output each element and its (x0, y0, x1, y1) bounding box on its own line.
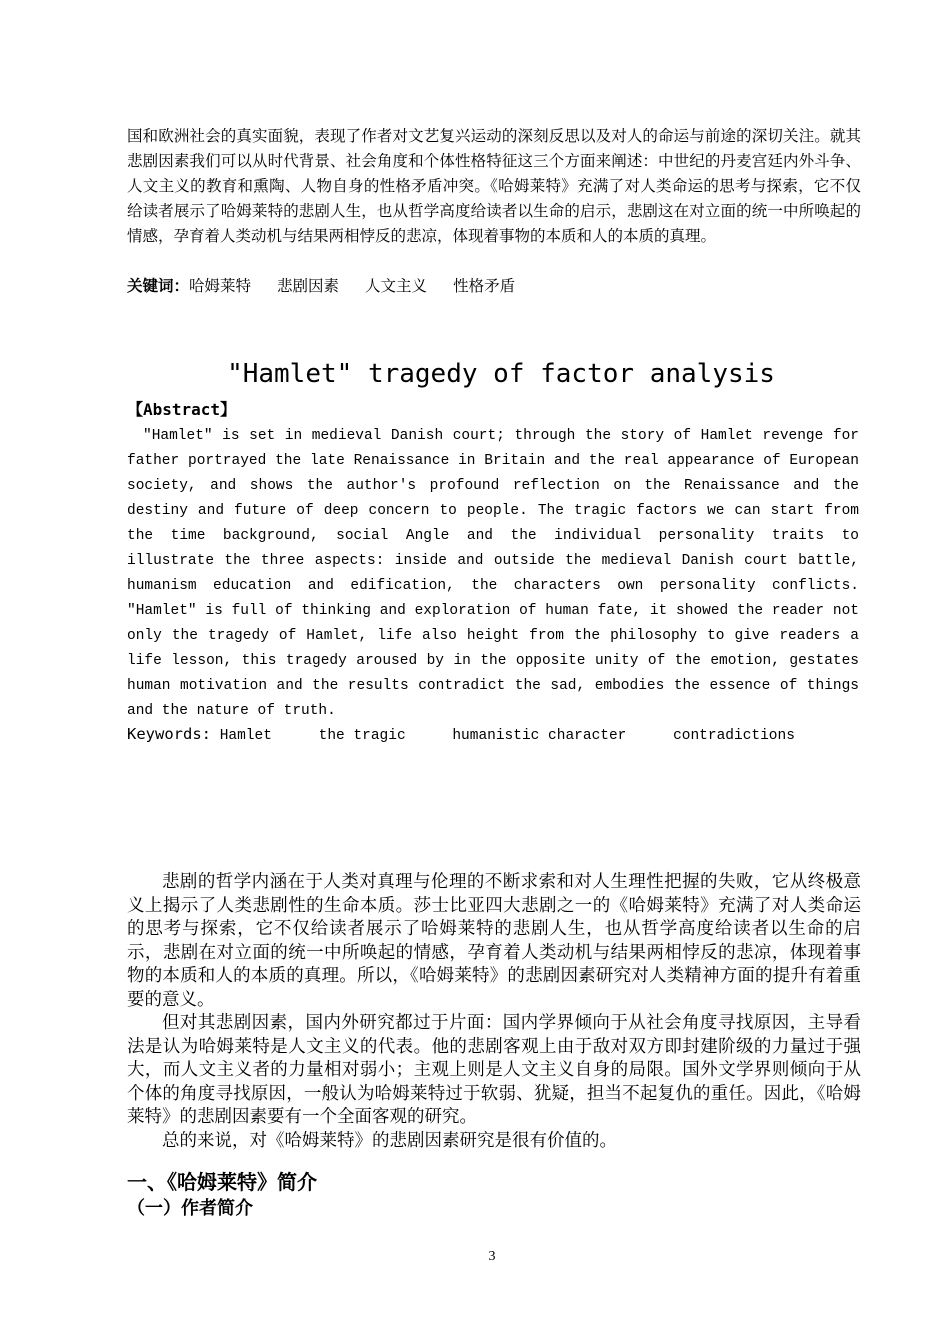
chinese-keywords (127, 274, 861, 299)
section-heading: 一、《哈姆莱特》简介 (127, 1170, 317, 1194)
english-keywords (127, 722, 861, 749)
chinese-abstract (127, 124, 861, 249)
chinese-keyword: 性格矛盾 (453, 277, 516, 295)
english-title: "Hamlet" tragedy of factor analysis (227, 359, 775, 389)
english-abstract (127, 424, 859, 724)
english-abstract-text: "Hamlet" is set in medieval Danish court; through the story of Hamlet revenge for father portrayed the late Renaissance in Britain and the real appearance of European society, and shows the author's profound reflection on the Renaissance and the destiny and future of deep concern to people. The tragic factors we can start from the time background, social Angle and the individual personality traits to illustrate the three aspects: inside and outside the medieval Danish court battle, humanism education and edification, the characters own personality conflicts. "Hamlet" is full of thinking and exploration of human fate, it showed the reader not only the tragedy of Hamlet, life also height from the philosophy to give readers a life lesson, this tragedy aroused by in the opposite unity of the emotion, gestates human motivation and the results contradict the sad, embodies the essence of things and the nature of truth. (127, 428, 859, 719)
english-keywords-label: Keywords: (127, 725, 211, 743)
chinese-keyword: 悲剧因素 (277, 277, 340, 295)
body-text (127, 871, 861, 1153)
body-paragraph: 但对其悲剧因素，国内外研究都过于片面：国内学界倾向于从社会角度寻找原因，主导看法是认为哈姆莱特是人文主义的代表。他的悲剧客观上由于敌对双方即封建阶级的力量过于强大，而人文主义者的力量相对弱小；主观上则是人文主义自身的局限。国外文学界则倾向于从个体的角度寻找原因，一般认为哈姆莱特过于软弱、犹疑，担当不起复仇的重任。因此，《哈姆莱特》的悲剧因素要有一个全面客观的研究。 (127, 1013, 861, 1127)
chinese-keywords-label: 关键词： (127, 277, 190, 295)
body-paragraph: 总的来说，对《哈姆莱特》的悲剧因素研究是很有价值的。 (162, 1130, 617, 1151)
english-keyword: Hamlet (219, 728, 272, 744)
english-keyword: humanistic character (452, 728, 627, 744)
chinese-keyword: 人文主义 (365, 277, 428, 295)
body-paragraph: 悲剧的哲学内涵在于人类对真理与伦理的不断求索和对人生理性把握的失败，它从终极意义上揭示了人类悲剧性的生命本质。莎士比亚四大悲剧之一的《哈姆莱特》充满了对人类命运的思考与探索，它不仅给读者展示了哈姆莱特的悲剧人生，也从哲学高度给读者以生命的启示，悲剧在对立面的统一中所唤起的情感，孕育着人类动机与结果两相悖反的悲凉，体现着事物的本质和人的本质的真理。所以，《哈姆莱特》的悲剧因素研究对人类精神方面的提升有着重要的意义。 (127, 872, 861, 1010)
chinese-keyword: 哈姆莱特 (189, 277, 252, 295)
chinese-abstract-text: 国和欧洲社会的真实面貌，表现了作者对文艺复兴运动的深刻反思以及对人的命运与前途的深切关注。就其悲剧因素我们可以从时代背景、社会角度和个体性格特征这三个方面来阐述：中世纪的丹麦宫廷内外斗争、人文主义的教育和熏陶、人物自身的性格矛盾冲突。《哈姆莱特》充满了对人类命运的思考与探索，它不仅给读者展示了哈姆莱特的悲剧人生，也从哲学高度给读者以生命的启示，悲剧这在对立面的统一中所唤起的情感，孕育着人类动机与结果两相悖反的悲凉，体现着事物的本质和人的本质的真理。 (127, 127, 861, 245)
subsection-heading: （一）作者简介 (127, 1198, 253, 1219)
english-keyword: contradictions (673, 728, 795, 744)
english-abstract-heading: 【Abstract】 (127, 400, 237, 419)
page-number: 3 (488, 1249, 496, 1264)
english-keyword: the tragic (318, 728, 406, 744)
